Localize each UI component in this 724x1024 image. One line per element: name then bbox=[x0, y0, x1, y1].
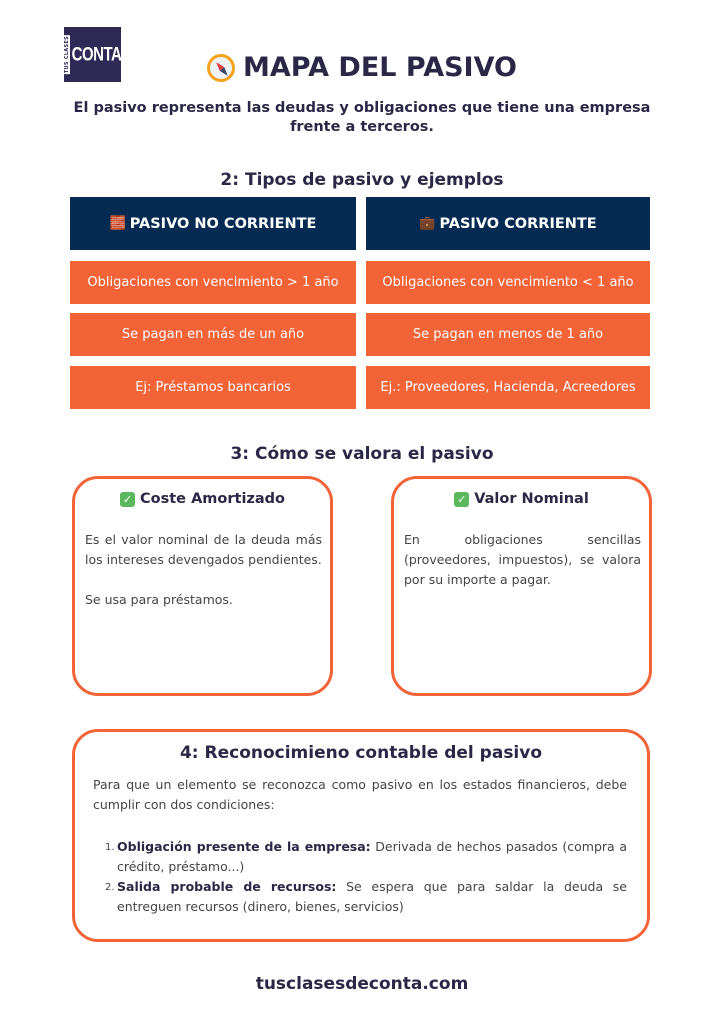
conditions-list bbox=[105, 837, 627, 917]
section-3-title: 3: Cómo se valora el pasivo bbox=[230, 444, 494, 464]
list-item: 2. Salida probable de recursos: Se espera que para saldar la deuda se entreguen recursos (dinero, bienes, servicios) bbox=[105, 879, 627, 914]
briefcase-icon: 💼 bbox=[419, 216, 436, 231]
card-title: ✓ Coste Amortizado bbox=[75, 491, 330, 507]
section-4-intro: Para que un elemento se reconozca como pasivo en los estados financieros, debe cumplir con dos condiciones: bbox=[93, 777, 627, 812]
header-pasivo-corriente: 💼 PASIVO CORRIENTE bbox=[366, 197, 650, 250]
corriente-row-3: Ej.: Proveedores, Hacienda, Acreedores bbox=[366, 366, 650, 409]
corriente-row-1: Obligaciones con vencimiento < 1 año bbox=[366, 261, 650, 304]
card-title: ✓ Valor Nominal bbox=[394, 491, 649, 507]
no-corriente-row-1: Obligaciones con vencimiento > 1 año bbox=[70, 261, 356, 304]
footer-url[interactable]: tusclasesdeconta.com bbox=[255, 974, 469, 994]
check-icon: ✓ bbox=[120, 492, 135, 507]
brick-icon: 🧱 bbox=[109, 216, 126, 231]
section-4-title: 4: Reconocimieno contable del pasivo bbox=[179, 743, 543, 763]
card-body: Es el valor nominal de la deuda más los intereses devengados pendientes. Se usa para préstamos. bbox=[85, 532, 322, 607]
no-corriente-row-2: Se pagan en más de un año bbox=[70, 313, 356, 356]
page-title bbox=[0, 52, 724, 83]
page-title-text: MAPA DEL PASIVO bbox=[243, 52, 517, 83]
logo-side-text: TUS CLASES bbox=[63, 35, 70, 74]
header-pasivo-no-corriente: 🧱 PASIVO NO CORRIENTE bbox=[70, 197, 356, 250]
card-valor-nominal bbox=[391, 476, 652, 696]
list-item: 1. Obligación presente de la empresa: Derivada de hechos pasados (compra a crédito, préstamo...) bbox=[105, 839, 627, 874]
logo-main-text: CONTA bbox=[71, 43, 122, 66]
check-icon: ✓ bbox=[454, 492, 469, 507]
page-subtitle: El pasivo representa las deudas y obligaciones que tiene una empresa frente a terceros. bbox=[73, 100, 651, 135]
card-body: En obligaciones sencillas (proveedores, impuestos), se valora por su importe a pagar. bbox=[404, 532, 641, 587]
corriente-row-2: Se pagan en menos de 1 año bbox=[366, 313, 650, 356]
card-coste-amortizado bbox=[72, 476, 333, 696]
no-corriente-row-3: Ej: Préstamos bancarios bbox=[70, 366, 356, 409]
section-2-title: 2: Tipos de pasivo y ejemplos bbox=[220, 170, 504, 190]
compass-icon bbox=[207, 54, 235, 82]
card-reconocimiento bbox=[72, 729, 650, 942]
